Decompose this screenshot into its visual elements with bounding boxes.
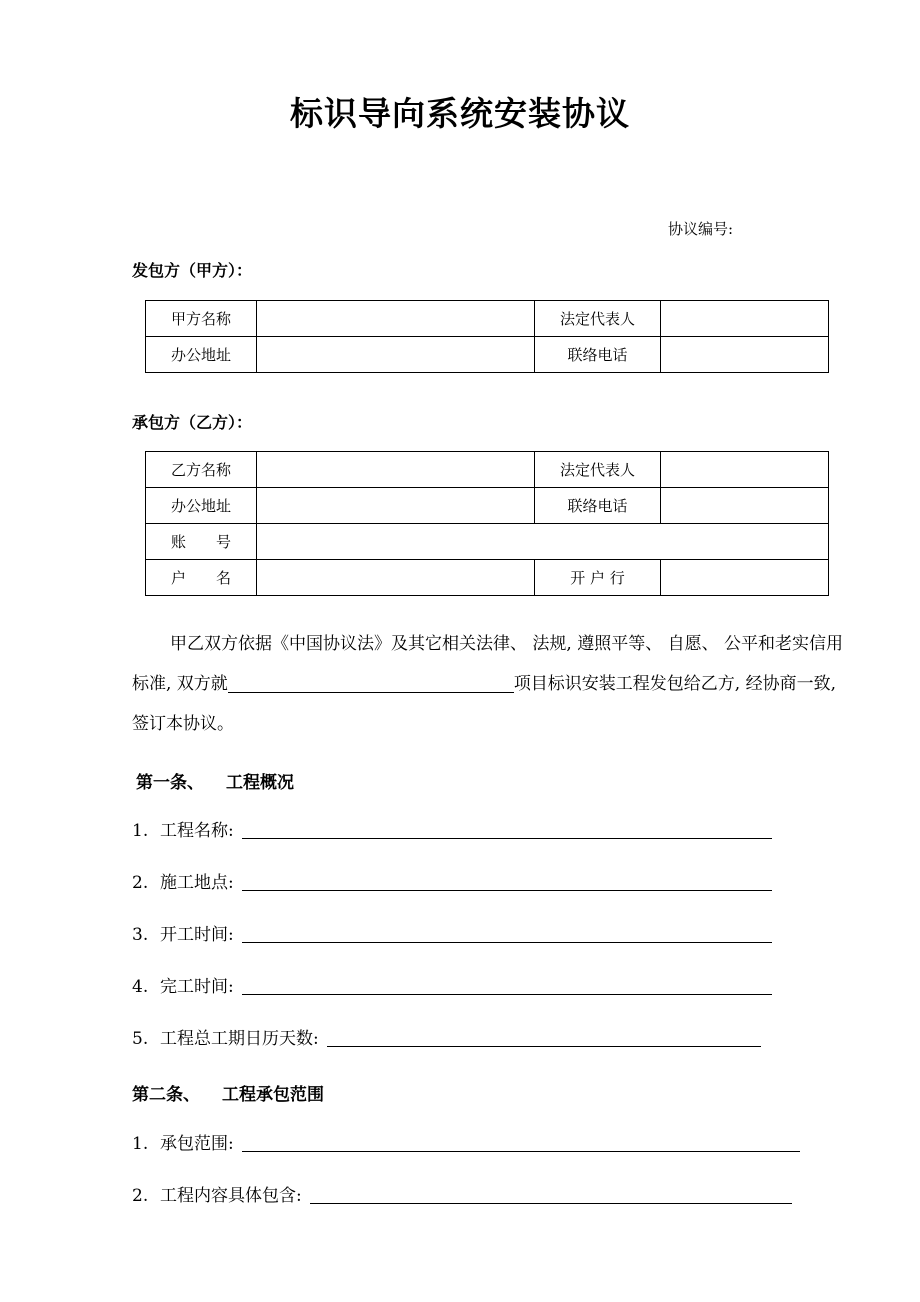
party-a-name-field[interactable] [257, 301, 535, 337]
party-b-heading: 承包方（乙方）： [132, 413, 253, 432]
party-b-holder-field[interactable] [257, 560, 535, 596]
item-number: 2. [132, 1186, 149, 1206]
table-row [146, 452, 829, 488]
article-1-item [132, 1025, 761, 1049]
intro-text-part2: 项目标识安装工程发包给乙方, 经协商一致, 签订本协议。 [132, 674, 837, 734]
article-1-heading [136, 768, 294, 793]
party-a-heading: 发包方（甲方）： [132, 261, 253, 280]
party-a-table [145, 300, 829, 373]
party-b-address-label: 办公地址 [146, 488, 257, 524]
item-label: 开工时间: [160, 925, 234, 945]
party-b-bank-label: 开 户 行 [535, 560, 661, 596]
item-label: 完工时间: [160, 977, 234, 997]
party-b-address-field[interactable] [257, 488, 535, 524]
table-row [146, 524, 829, 560]
article-1-item [132, 973, 772, 997]
article-1-item [132, 921, 772, 945]
item-label: 施工地点: [160, 873, 234, 893]
party-b-account-label: 账 号 [146, 524, 257, 560]
party-b-bank-field[interactable] [661, 560, 829, 596]
party-a-phone-label: 联络电话 [535, 337, 661, 373]
intro-paragraph [132, 624, 844, 744]
party-b-rep-field[interactable] [661, 452, 829, 488]
article-1-number: 第一条、 [136, 773, 204, 793]
total-days-field[interactable] [327, 1045, 761, 1047]
party-a-rep-label: 法定代表人 [535, 301, 661, 337]
party-a-address-label: 办公地址 [146, 337, 257, 373]
work-content-field[interactable] [310, 1202, 792, 1204]
item-label: 工程内容具体包含: [160, 1186, 302, 1206]
party-b-name-label: 乙方名称 [146, 452, 257, 488]
item-number: 2. [132, 873, 149, 893]
party-b-rep-label: 法定代表人 [535, 452, 661, 488]
table-row [146, 488, 829, 524]
item-label: 工程名称: [160, 821, 234, 841]
article-2-title: 工程承包范围 [222, 1085, 324, 1105]
article-2-number: 第二条、 [132, 1085, 200, 1105]
party-b-phone-field[interactable] [661, 488, 829, 524]
article-2-item [132, 1130, 800, 1154]
document-title: 标识导向系统安装协议 [290, 94, 630, 133]
item-label: 工程总工期日历天数: [160, 1029, 319, 1049]
party-a-address-field[interactable] [257, 337, 535, 373]
party-b-phone-label: 联络电话 [535, 488, 661, 524]
item-number: 1. [132, 1134, 149, 1154]
table-row [146, 560, 829, 596]
party-b-table [145, 451, 829, 596]
party-a-name-label: 甲方名称 [146, 301, 257, 337]
table-row [146, 337, 829, 373]
party-a-phone-field[interactable] [661, 337, 829, 373]
agreement-number-label: 协议编号: [668, 220, 734, 238]
article-1-item [132, 817, 772, 841]
item-number: 1. [132, 821, 149, 841]
agreement-number [668, 218, 778, 239]
article-2-heading [132, 1080, 324, 1105]
party-b-name-field[interactable] [257, 452, 535, 488]
item-number: 5. [132, 1029, 149, 1049]
article-1-item [132, 869, 772, 893]
party-b-holder-label: 户 名 [146, 560, 257, 596]
article-1-title: 工程概况 [226, 773, 294, 793]
intro-text-part1: 甲乙双方依据《中国协议法》及其它相关法律、 法规, 遵照平等、 自愿、 公平和老实信用标准, 双方就 [132, 634, 844, 694]
item-number: 3. [132, 925, 149, 945]
item-number: 4. [132, 977, 149, 997]
scope-field[interactable] [242, 1150, 800, 1152]
site-location-field[interactable] [242, 889, 772, 891]
article-2-item [132, 1182, 792, 1206]
start-date-field[interactable] [242, 941, 772, 943]
project-name-blank[interactable] [228, 672, 514, 693]
end-date-field[interactable] [242, 993, 772, 995]
party-b-account-field[interactable] [257, 524, 829, 560]
table-row [146, 301, 829, 337]
item-label: 承包范围: [160, 1134, 234, 1154]
project-name-field[interactable] [242, 837, 772, 839]
party-a-rep-field[interactable] [661, 301, 829, 337]
